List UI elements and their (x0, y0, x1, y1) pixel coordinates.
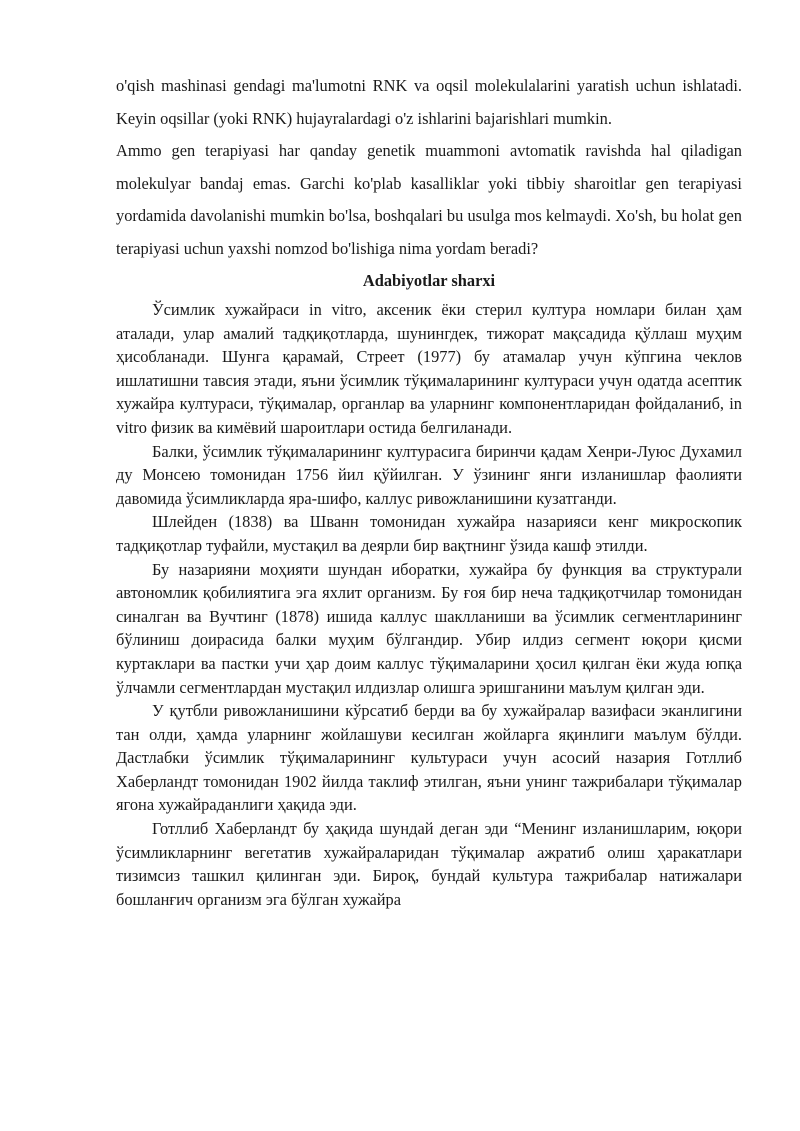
intro-text (116, 70, 742, 265)
intro-paragraph: Ammo gen terapiyasi har qanday genetik muammoni avtomatik ravishda hal qiladigan molekulyar bandaj emas. Garchi ko'plab kasalliklar yoki tibbiy sharoitlar gen terapiyasi yordamida davolanishi mumkin bo'lsa, boshqalari bu usulga mos kelmaydi. Xo'sh, bu holat gen terapiyasi uchun yaxshi nomzod bo'lishiga nima yordam beradi? (116, 141, 742, 258)
literature-review-text (116, 298, 742, 911)
review-paragraph: Бу назарияни моҳияти шундан иборатки, хужайра бу функция ва структурали автономлик қобилиятига эга яхлит организм. Бу ғоя бир неча тадқиқотчилар томонидан синалган ва Вучтинг (1878) ишида каллус шаклланиши ва ўсимлик сегментларининг бўлиниш доирасида балки муҳим бўлгандир. Убир илдиз сегмент юқори қисми куртаклари ва пастки учи ҳар доим каллус тўқималарини ҳосил қилган ёки жуда юпқа ўлчамли сегментлардан мустақил илдизлар олишга эришганини маълум қилган эди. (116, 559, 742, 697)
review-paragraph: У қутбли ривожланишини кўрсатиб берди ва бу хужайралар вазифаси эканлигини тан олди, ҳамда уларнинг жойлашуви кесилган жойларга яқинлиги маълум бўлди. Дастлабки ўсимлик тўқималарининг культураси учун асосий назария Готллиб Хаберландт томонидан 1902 йилда таклиф этилган, яъни унинг тажрибалари тўқималар ягона хужайраданлиги ҳақида эди. (116, 701, 742, 815)
intro-paragraph: o'qish mashinasi gendagi ma'lumotni RNK va oqsil molekulalarini yaratish uchun ishlatadi. Keyin oqsillar (yoki RNK) hujayralardagi o'z ishlarini bajarishlari mumkin. (116, 76, 742, 128)
review-paragraph: Ўсимлик хужайраси in vitro, аксеник ёки стерил култура номлари билан ҳам аталади, улар амалий тадқиқотларда, шунингдек, тижорат мақсадида қўллаш муҳим ҳисобланади. Шунга қарамай, Стреет (1977) бу атамалар учун кўпгина чеклов ишлатишни тавсия этади, яъни ўсимлик тўқималарининг култураси учун одатда асептик хужайра култураси, тўқималар, органлар ва уларнинг компонентларидан фойдаланиб, in vitro физик ва кимёвий шароитлари остида белгиланади. (116, 300, 742, 437)
document-page (116, 70, 742, 911)
review-paragraph: Балки, ўсимлик тўқималарининг култураcига биринчи қадам Хенри-Луюс Духамил ду Монсею томонидан 1756 йил қўйилган. У ўзининг янги изланишлар фаолияти давомида ўсимликларда яра-шифо, каллус ривожланишини кузатганди. (116, 441, 742, 508)
review-paragraph: Шлейден (1838) ва Шванн томонидан хужайра назарияси кенг микроскопик тадқиқотлар туфайли, мустақил ва деярли бир вақтнинг ўзида кашф этилди. (116, 512, 742, 555)
section-heading: Adabiyotlar sharxi (362, 271, 496, 290)
review-paragraph: Готллиб Хаберландт бу ҳақида шундай деган эди “Менинг изланишларим, юқори ўсимликларнинг вегетатив хужайраларидан тўқималар ажратиб олиш ҳаракатлари тизимсиз ташкил қилинган эди. Бироқ, бундай культура тажрибалар натижалари бошланғич организм эга бўлган хужайра (116, 819, 742, 909)
